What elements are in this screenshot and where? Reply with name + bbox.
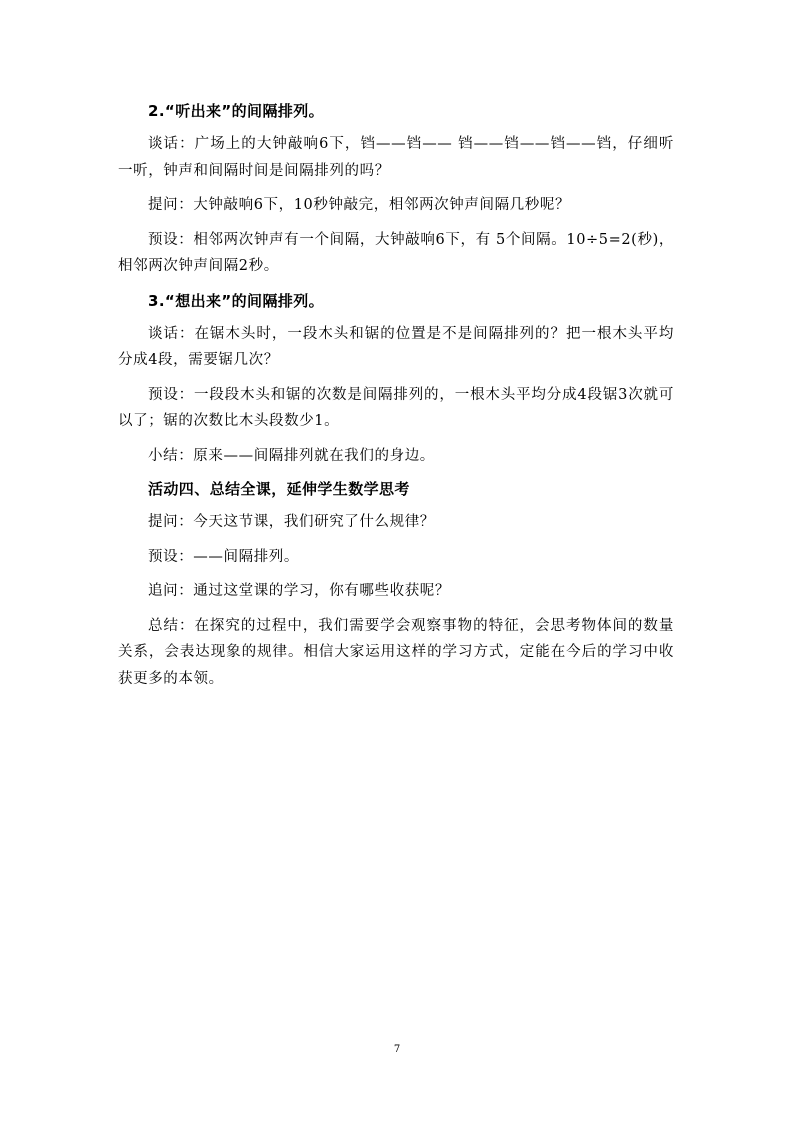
paragraph-preset-bell: 预设：相邻两次钟声有一个间隔，大钟敲响6下，有 5个间隔。10÷5=2(秒)，相邻两次钟声间隔2秒。 [118,231,674,274]
paragraph-preset-saw: 预设：一段段木头和锯的次数是间隔排列的，一根木头平均分成4段锯3次就可以了；锯的次数比木头段数少1。 [118,386,674,429]
paragraph-preset-lesson: 预设：——间隔排列。 [148,548,299,565]
section-heading-listen: 2.“听出来”的间隔排列。 [148,102,325,120]
document-body [118,98,674,692]
page-number: 7 [393,1044,401,1055]
section-heading-think: 3.“想出来”的间隔排列。 [148,291,325,310]
section-heading-activity-four: 活动四、总结全课，延伸学生数学思考 [148,480,410,498]
paragraph-conclusion: 总结：在探究的过程中，我们需要学会观察事物的特征，会思考物体间的数量关系，会表达现象的规律。相信大家运用这样的学习方式，定能在今后的学习中收获更多的本领。 [118,617,674,687]
paragraph-talk-bell: 谈话：广场上的大钟敲响6下，铛——铛—— 铛——铛——铛——铛，仔细听一听，钟声和间隔时间是间隔排列的吗？ [118,136,674,179]
paragraph-question-bell: 提问：大钟敲响6下，10秒钟敲完，相邻两次钟声间隔几秒呢？ [148,197,571,213]
paragraph-summary-saw: 小结：原来——间隔排列就在我们的身边。 [148,447,435,464]
paragraph-question-lesson: 提问：今天这节课，我们研究了什么规律？ [148,514,435,530]
paragraph-followup-lesson: 追问：通过这堂课的学习，你有哪些收获呢？ [148,583,450,599]
paragraph-talk-saw: 谈话：在锯木头时，一段木头和锯的位置是不是间隔排列的？把一根木头平均分成4段，需要锯几次？ [118,325,674,368]
